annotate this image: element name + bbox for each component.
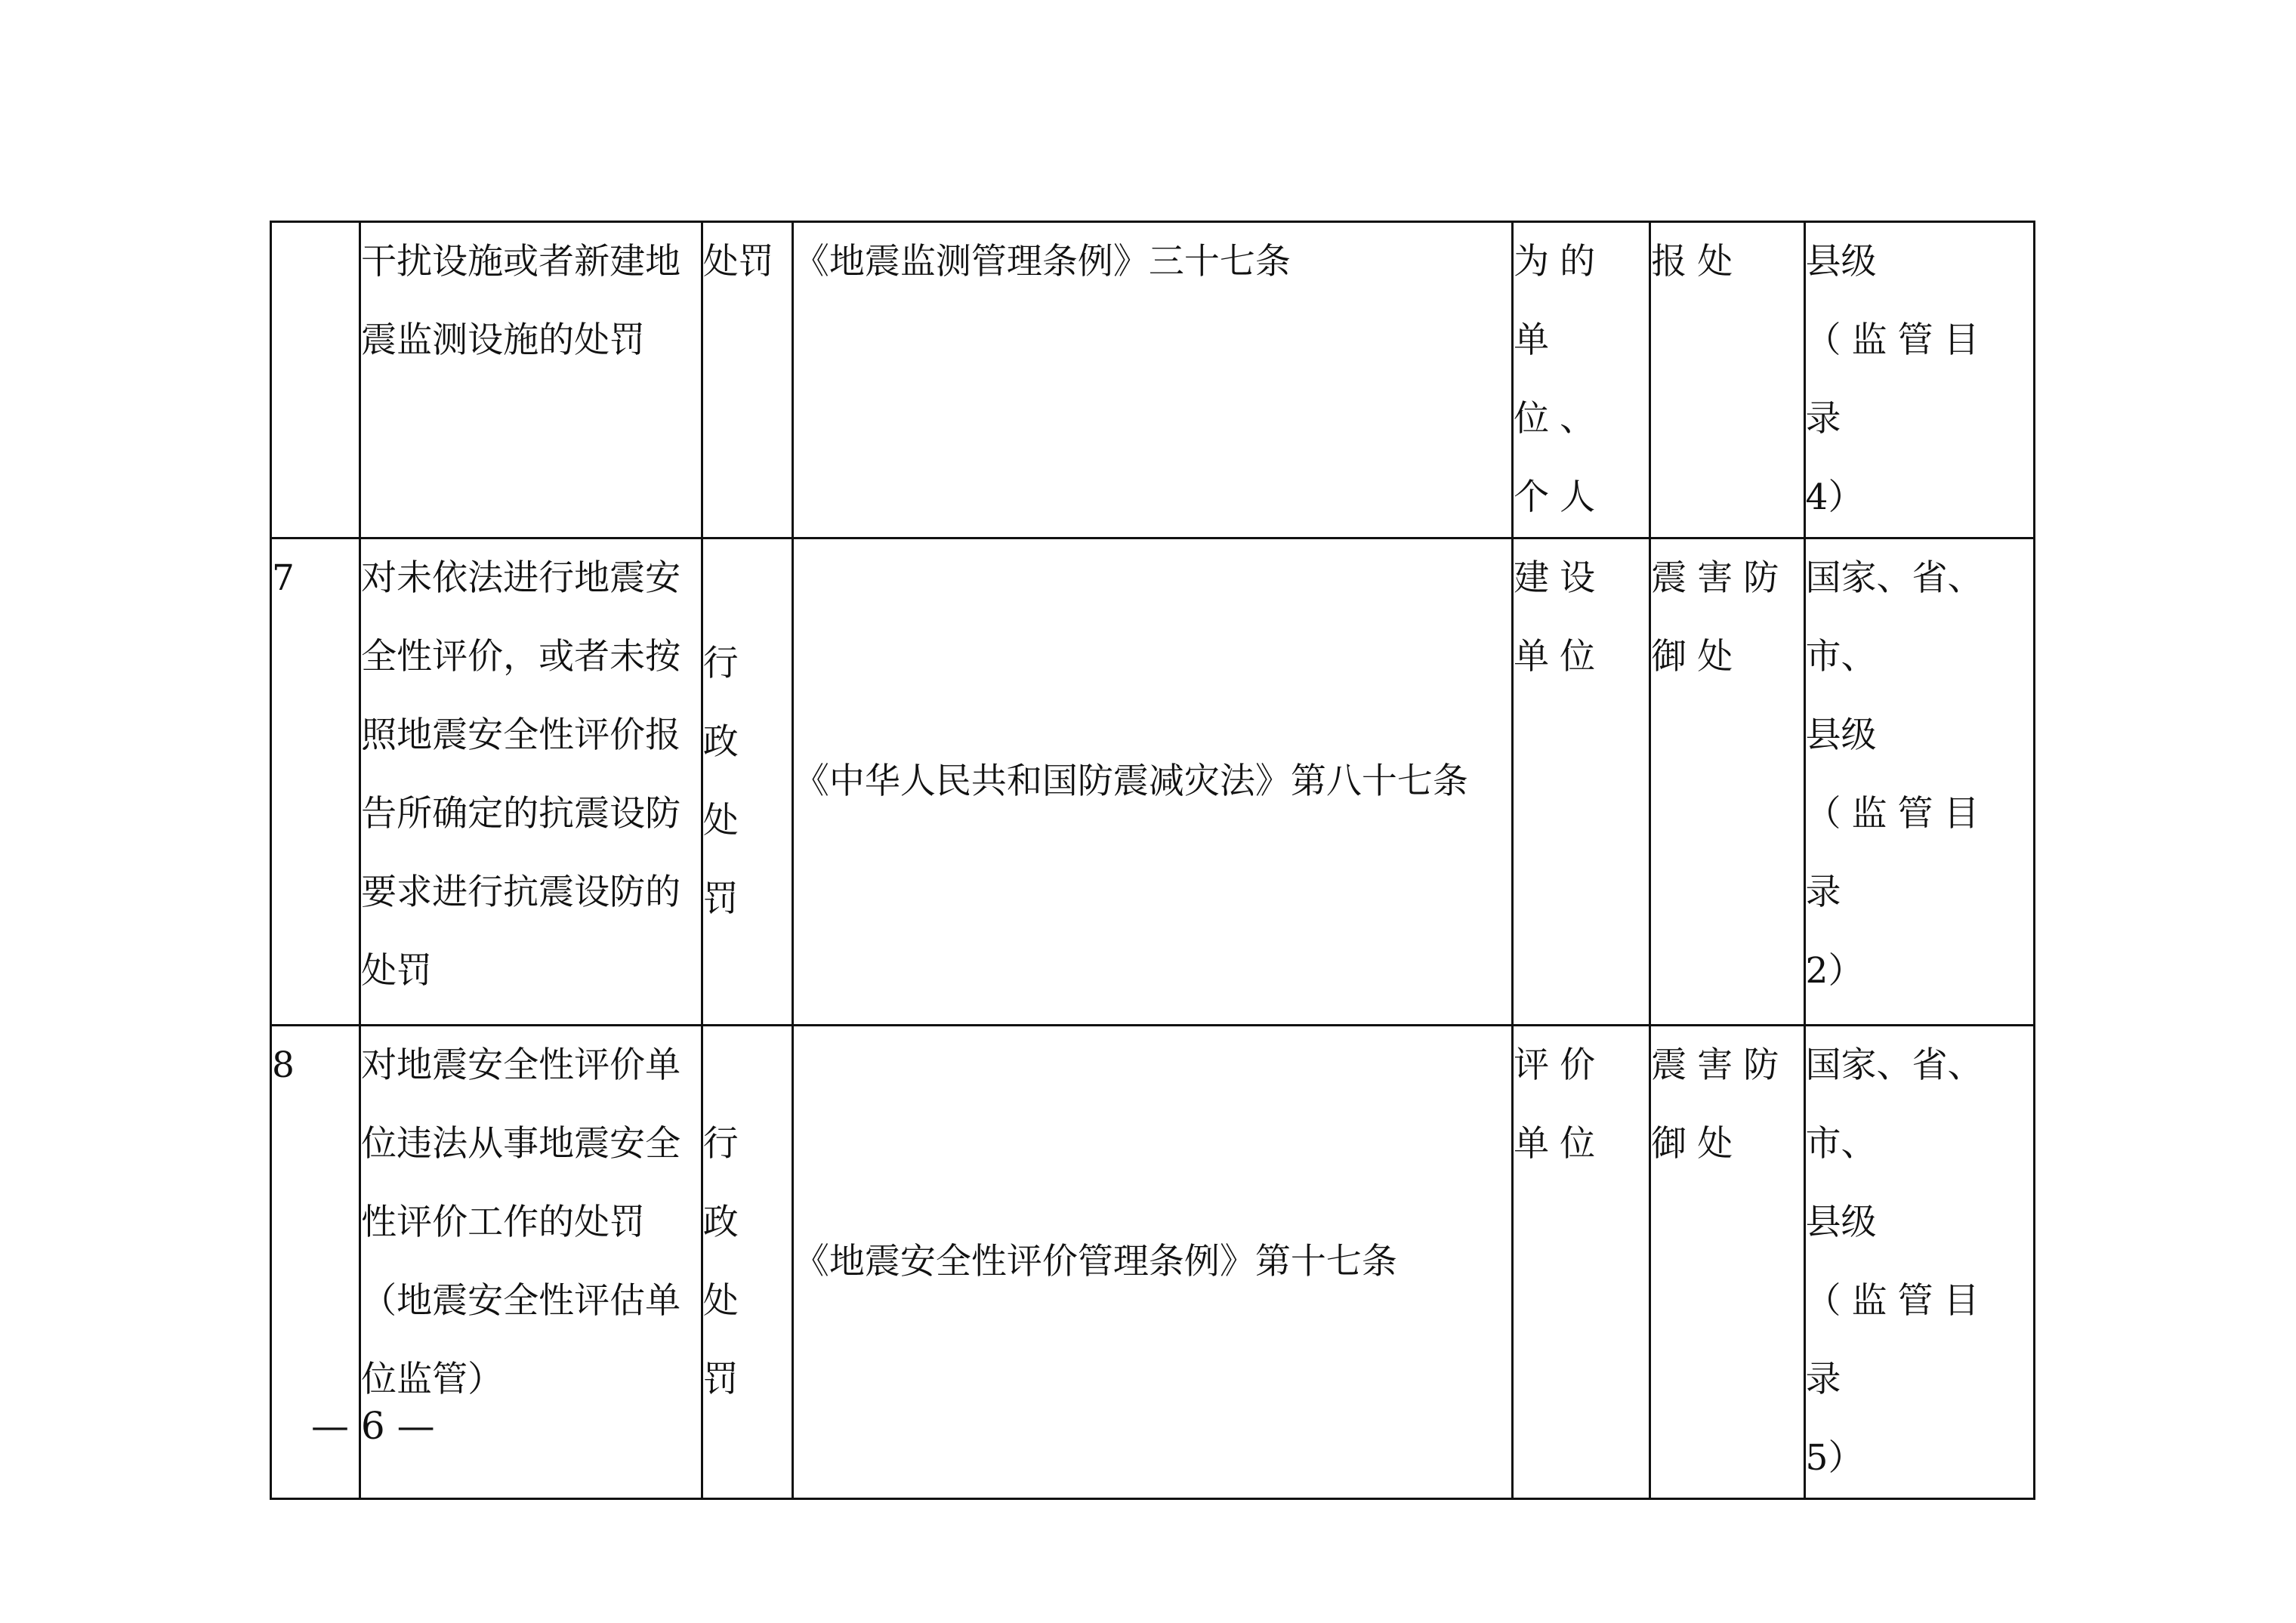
level-line: 国家、省、市、 xyxy=(1805,1044,1983,1165)
item-name: 对地震安全性评价单位违法从事地震安全性评价工作的处罚（地震安全性评估单位监管） xyxy=(360,1026,702,1499)
target-subject: 为的单位、个人 xyxy=(1513,222,1650,538)
table-row xyxy=(271,538,2035,1026)
level-line: 县级 xyxy=(1805,241,1877,282)
page-number: — 6 — xyxy=(311,1404,435,1448)
level-line: （监管目录 xyxy=(1805,319,1990,440)
responsible-department: 震害防御处 xyxy=(1650,538,1804,1026)
row-number: 8 xyxy=(271,1026,360,1499)
enforcement-table xyxy=(270,221,2035,1500)
level-line: 2） xyxy=(1805,950,1864,992)
level-line: 4） xyxy=(1805,477,1864,518)
enforcement-level xyxy=(1804,538,2034,1026)
legal-basis: 《地震监测管理条例》三十七条 xyxy=(792,222,1512,538)
table-row xyxy=(271,222,2035,538)
level-line: 5） xyxy=(1805,1437,1864,1479)
row-number xyxy=(271,222,360,538)
row-number: 7 xyxy=(271,538,360,1026)
level-line: （监管目录 xyxy=(1805,793,1990,913)
responsible-department: 报处 xyxy=(1650,222,1804,538)
enforcement-level xyxy=(1804,1026,2034,1499)
enforcement-level xyxy=(1804,222,2034,538)
level-line: 县级 xyxy=(1805,1202,1877,1243)
item-type: 行政处罚 xyxy=(702,538,792,1026)
table-row xyxy=(271,1026,2035,1499)
level-line: （监管目录 xyxy=(1805,1280,1990,1400)
legal-basis: 《地震安全性评价管理条例》第十七条 xyxy=(792,1026,1512,1499)
target-subject: 评价单位 xyxy=(1513,1026,1650,1499)
legal-basis: 《中华人民共和国防震减灾法》第八十七条 xyxy=(792,538,1512,1026)
level-line: 县级 xyxy=(1805,714,1877,756)
item-name: 干扰设施或者新建地震监测设施的处罚 xyxy=(360,222,702,538)
target-subject: 建设单位 xyxy=(1513,538,1650,1026)
level-line: 国家、省、市、 xyxy=(1805,557,1983,677)
item-type: 行政处罚 xyxy=(702,1026,792,1499)
responsible-department: 震害防御处 xyxy=(1650,1026,1804,1499)
item-type: 处罚 xyxy=(702,222,792,538)
item-name: 对未依法进行地震安全性评价，或者未按照地震安全性评价报告所确定的抗震设防要求进行抗震设防的处罚 xyxy=(360,538,702,1026)
